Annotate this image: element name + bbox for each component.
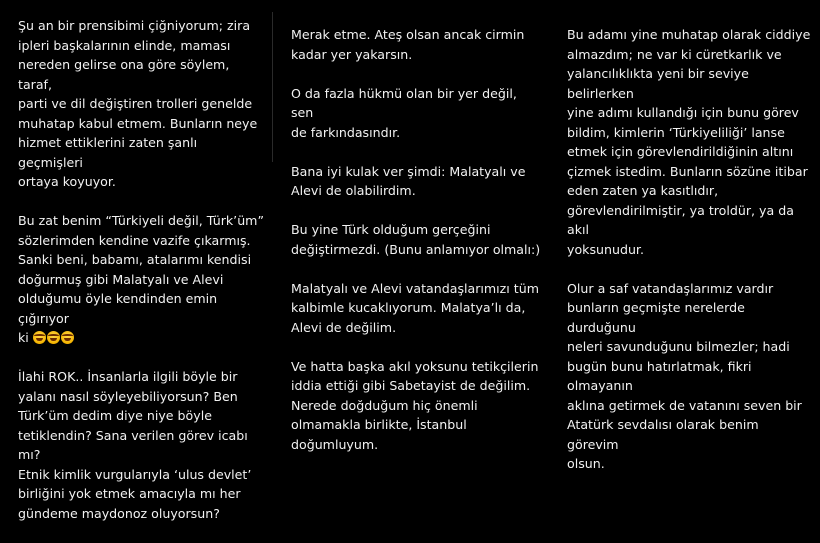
paragraph: Ve hatta başka akıl yoksunu tetikçilerin iddia ettiği gibi Sabetayist de değilim. Nerede doğduğum hiç önemli olmamakla birlikte, İstanbul doğumluyum. [291, 358, 539, 452]
paragraph: Şu an bir prensibimi çiğniyorum; zira ipleri başkalarının elinde, maması nereden gelirse ona göre söylem, taraf, parti ve dil değiştiren trolleri genelde muhatap kabul etmem. Bunların neye hizmet ettiklerini zaten şanlı geçmişleri ortaya koyuyor. [18, 18, 258, 189]
paragraph: Bana iyi kulak ver şimdi: Malatyalı ve Alevi de olabilirdim. [291, 163, 526, 198]
paragraph: Merak etme. Ateş olsan ancak cirmin kadar yer yakarsın. [291, 27, 525, 62]
face-with-tears-of-joy-icon [61, 331, 74, 344]
text-column-1 [18, 16, 266, 543]
paragraph: İlahi ROK.. İnsanlarla ilgili böyle bir yalanı nasıl söyleyebiliyorsun? Ben Türk’üm dedim diye niye böyle tetiklendin? Sana verilen görev icabı mı? Etnik kimlik vurgularıyla ‘ulus devlet’ birliğini yok etmek amacıyla mı her gündeme maydonoz oluyorsun? [18, 369, 252, 521]
paragraph: Bu adamı yine muhatap olarak ciddiye almazdım; ne var ki cüretkarlık ve yalancılıklıkta yeni bir seviye belirlerken yine adımı kullandığı için bunu görev bildim, kimlerin ‘Türkiyeliliği’ lanse etmek için görevlendirildiğinin altını çizmek istedim. Bunların sözüne itibar eden zaten ya kasıtlıdır, görevlendirilmiştir, ya troldür, ya da akıl yoksunudur. [567, 27, 811, 257]
paragraph: Malatyalı ve Alevi vatandaşlarımızı tüm kalbimle kucaklıyorum. Malatya’lı da, Alevi de değilim. [291, 280, 539, 335]
text-column-2 [291, 25, 541, 474]
paragraph: O da fazla hükmü olan bir yer değil, sen de farkındasındır. [291, 85, 517, 140]
paragraph: Olur a saf vatandaşlarımız vardır bunların geçmişte nerelerde durduğunu neleri savunduğunu bilmezler; hadi bugün bunu hatırlatmak, fikri olmayanın aklına getirmek de vatanını seven bir Atatürk sevdalısı olarak benim görevim olsun. [567, 280, 802, 471]
column-divider [272, 12, 273, 162]
face-with-tears-of-joy-icon [33, 331, 46, 344]
paragraph: Bu zat benim “Türkiyeli değil, Türk’üm” sözlerimden kendine vazife çıkarmış. Sanki beni, babamı, atalarımı kendisi doğurmuş gibi Malatyalı ve Alevi olduğumu öyle kendinden emin çığırıyor ki [18, 213, 264, 345]
paragraph-with-emoji [18, 211, 266, 348]
face-with-tears-of-joy-icon [47, 331, 60, 344]
paragraph: Bu yine Türk olduğum gerçeğini değiştirmezdi. (Bunu anlamıyor olmalı:) [291, 222, 541, 257]
text-column-3 [567, 25, 813, 493]
